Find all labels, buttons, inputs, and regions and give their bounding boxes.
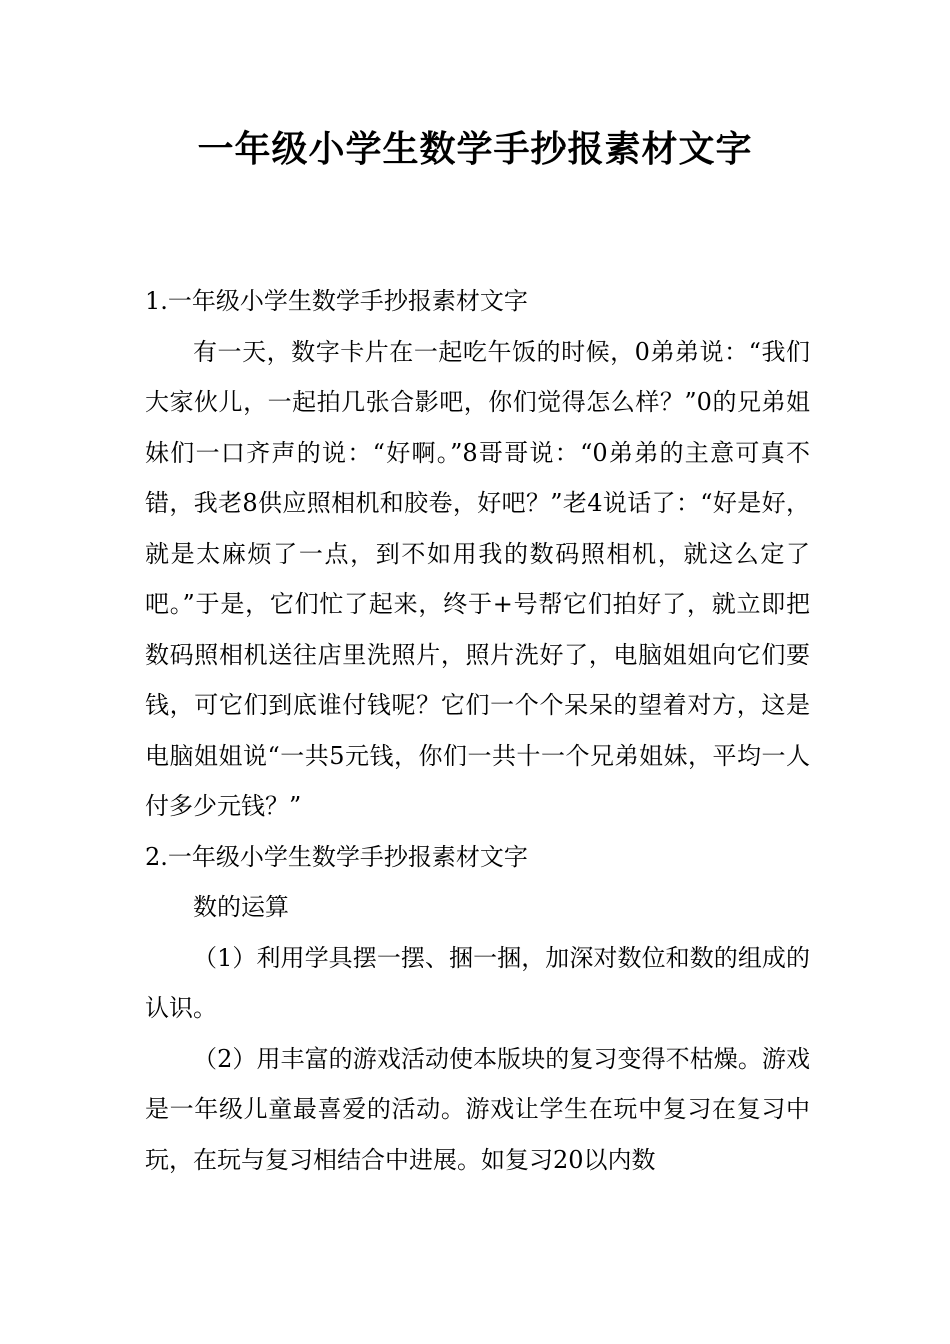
section-1-heading: 1.一年级小学生数学手抄报素材文字	[145, 287, 528, 315]
section-2-heading: 2.一年级小学生数学手抄报素材文字	[145, 842, 528, 871]
document-title: 一年级小学生数学手抄报素材文字	[197, 129, 753, 170]
document-body	[145, 276, 810, 1185]
section-2-paragraph-1: （1）利用学具摆一摆、捆一捆，加深对数位和数的组成的认识。	[145, 943, 810, 1022]
section-1-paragraph: 有一天，数字卡片在一起吃午饭的时候，0弟弟说：“我们大家伙儿，一起拍几张合影吧，你们觉得怎么样？”0的兄弟姐妹们一口齐声的说：“好啊。”8哥哥说：“0弟弟的主意可真不错，我老8供应照相机和胶卷，好吧？”老4说话了：“好是好，就是太麻烦了一点，到不如用我的数码照相机，就这么定了吧。”于是，它们忙了起来，终于+号帮它们拍好了，就立即把数码照相机送往店里洗照片，照片洗好了，电脑姐姐向它们要钱，可它们到底谁付钱呢？它们一个个呆呆的望着对方，这是电脑姐姐说“一共5元钱，你们一共十一个兄弟姐妹，平均一人付多少元钱？”	[145, 337, 810, 820]
section-2-paragraph-2: （2）用丰富的游戏活动使本版块的复习变得不枯燥。游戏是一年级儿童最喜爱的活动。游戏让学生在玩中复习在复习中玩，在玩与复习相结合中进展。如复习20以内数	[145, 1044, 810, 1174]
section-2-subheading: 数的运算	[193, 893, 289, 921]
